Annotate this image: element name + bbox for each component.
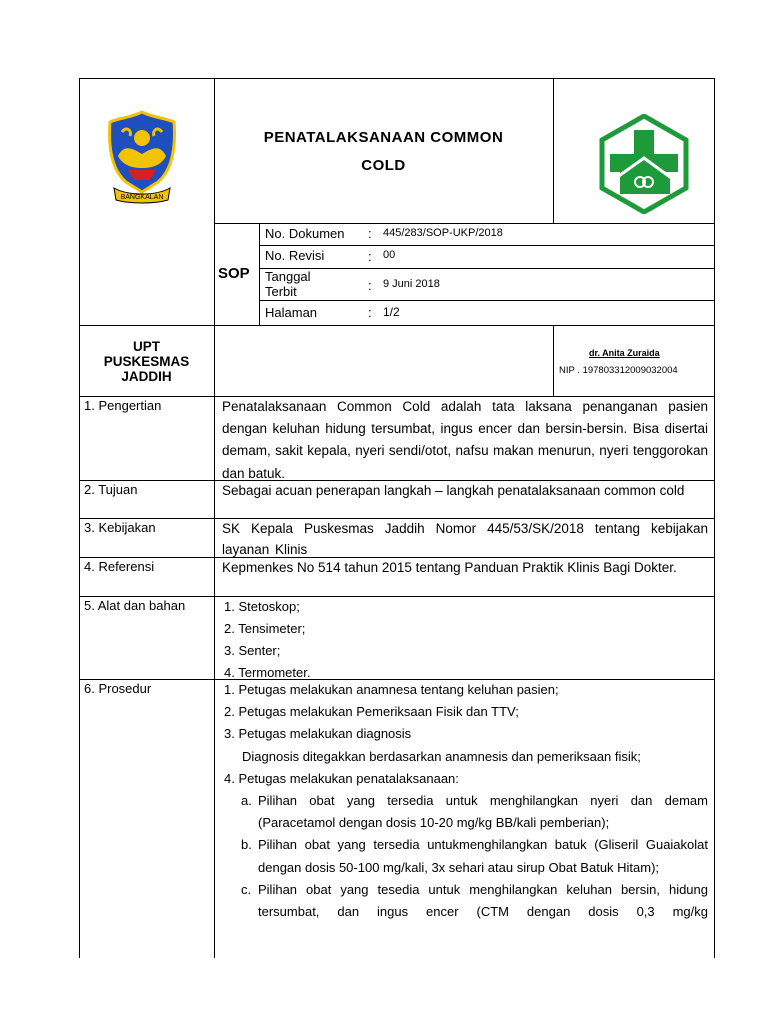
organization-name <box>79 339 214 384</box>
signatory-nip: NIP . 197803312009032004 <box>559 365 678 376</box>
procedure-substeps <box>241 790 708 923</box>
pengertian-text: Penatalaksanaan Common Cold adalah tata laksana penanganan pasien dengan keluhan hidung tersumbat, ingus encer dan bersin-bersin. Bisa disertai demam, sakit kepala, nyeri sendi/otot, nafsu makan menurun, nyeri tenggorokan dan batuk. <box>222 399 708 481</box>
substep-text: Pilihan obat yang tesedia untuk menghilangkan keluhan bersin, hidung tersumbat, dan ingus encer (CTM dengan dosis 0,3 mg/kg <box>258 881 708 920</box>
logo-banner-text: BANGKALAN <box>120 194 164 201</box>
alat-bahan-list <box>224 596 310 684</box>
procedure-step-detail: Diagnosis ditegakkan berdasarkan anamnesis dan pemeriksaan fisik; <box>242 748 641 764</box>
list-item: 2. Tensimeter; <box>224 621 306 636</box>
document-title <box>214 124 553 180</box>
list-item: 4. Termometer. <box>224 665 311 680</box>
page-sep: : <box>368 305 372 320</box>
substep-marker: b. <box>241 837 252 853</box>
org-line-2: PUSKESMAS <box>103 354 190 369</box>
substep-a <box>241 790 708 834</box>
substep-marker: a. <box>241 793 252 808</box>
procedure-step: 2. Petugas melakukan Pemeriksaan Fisik dan TTV; <box>224 704 519 720</box>
section-label-referensi: 4. Referensi <box>84 559 155 574</box>
substep-marker: c. <box>241 881 252 897</box>
issue-date-sep: : <box>368 278 372 293</box>
title-line-2: COLD <box>361 157 406 174</box>
section-label-kebijakan: 3. Kebijakan <box>84 520 156 535</box>
substep-c <box>241 879 708 923</box>
sop-label: SOP <box>218 265 250 282</box>
section-label-tujuan: 2. Tujuan <box>84 482 138 497</box>
bangkalan-crest-logo <box>104 108 180 204</box>
revision-value: 00 <box>383 249 396 261</box>
substep-text: Pilihan obat yang tersedia untukmenghilangkan batuk (Gliseril Guaiakolat dengan dosis 50-100 mg/kali, 3x sehari atau sirup Obat Batuk Hitam); <box>258 837 708 875</box>
doc-number-sep: : <box>368 226 372 241</box>
procedure-step: 1. Petugas melakukan anamnesa tentang keluhan pasien; <box>224 682 559 697</box>
page-label: Halaman <box>265 305 318 320</box>
revision-label: No. Revisi <box>265 248 325 263</box>
prosedur-steps <box>224 679 708 790</box>
puskesmas-logo <box>598 114 690 214</box>
referensi-text: Kepmenkes No 514 tahun 2015 tentang Panduan Praktik Klinis Bagi Dokter. <box>222 560 677 575</box>
title-line-1: PENATALAKSANAAN COMMON <box>263 129 504 146</box>
tujuan-text: Sebagai acuan penerapan langkah – langkah penatalaksanaan common cold <box>222 483 685 498</box>
org-line-1: UPT <box>133 339 160 354</box>
substep-text: Pilihan obat yang tersedia untuk menghilangkan nyeri dan demam (Paracetamol dengan dosis 10-20 mg/kg BB/kali pemberian); <box>258 793 708 831</box>
issue-date-value: 9 Juni 2018 <box>383 278 440 290</box>
doc-number-value: 445/283/SOP-UKP/2018 <box>383 227 503 239</box>
section-label-pengertian: 1. Pengertian <box>84 398 162 413</box>
page-value: 1/2 <box>383 305 400 319</box>
list-item: 1. Stetoskop; <box>224 599 300 614</box>
kebijakan-text: SK Kepala Puskesmas Jaddih Nomor 445/53/SK/2018 tentang kebijakan layanan Klinis <box>222 521 708 557</box>
procedure-step: 3. Petugas melakukan diagnosis <box>224 726 412 742</box>
org-line-3: JADDIH <box>121 369 172 384</box>
signatory-name: dr. Anita Zuraida <box>589 348 660 358</box>
doc-number-label: No. Dokumen <box>265 226 345 241</box>
issue-date-label: Tanggal Terbit <box>265 269 311 299</box>
section-label-prosedur: 6. Prosedur <box>84 681 152 696</box>
list-item: 3. Senter; <box>224 643 281 658</box>
section-label-alat-dan-bahan: 5. Alat dan bahan <box>84 598 186 613</box>
procedure-step: 4. Petugas melakukan penatalaksanaan: <box>224 770 459 786</box>
revision-sep: : <box>368 249 372 264</box>
substep-b <box>241 834 708 878</box>
